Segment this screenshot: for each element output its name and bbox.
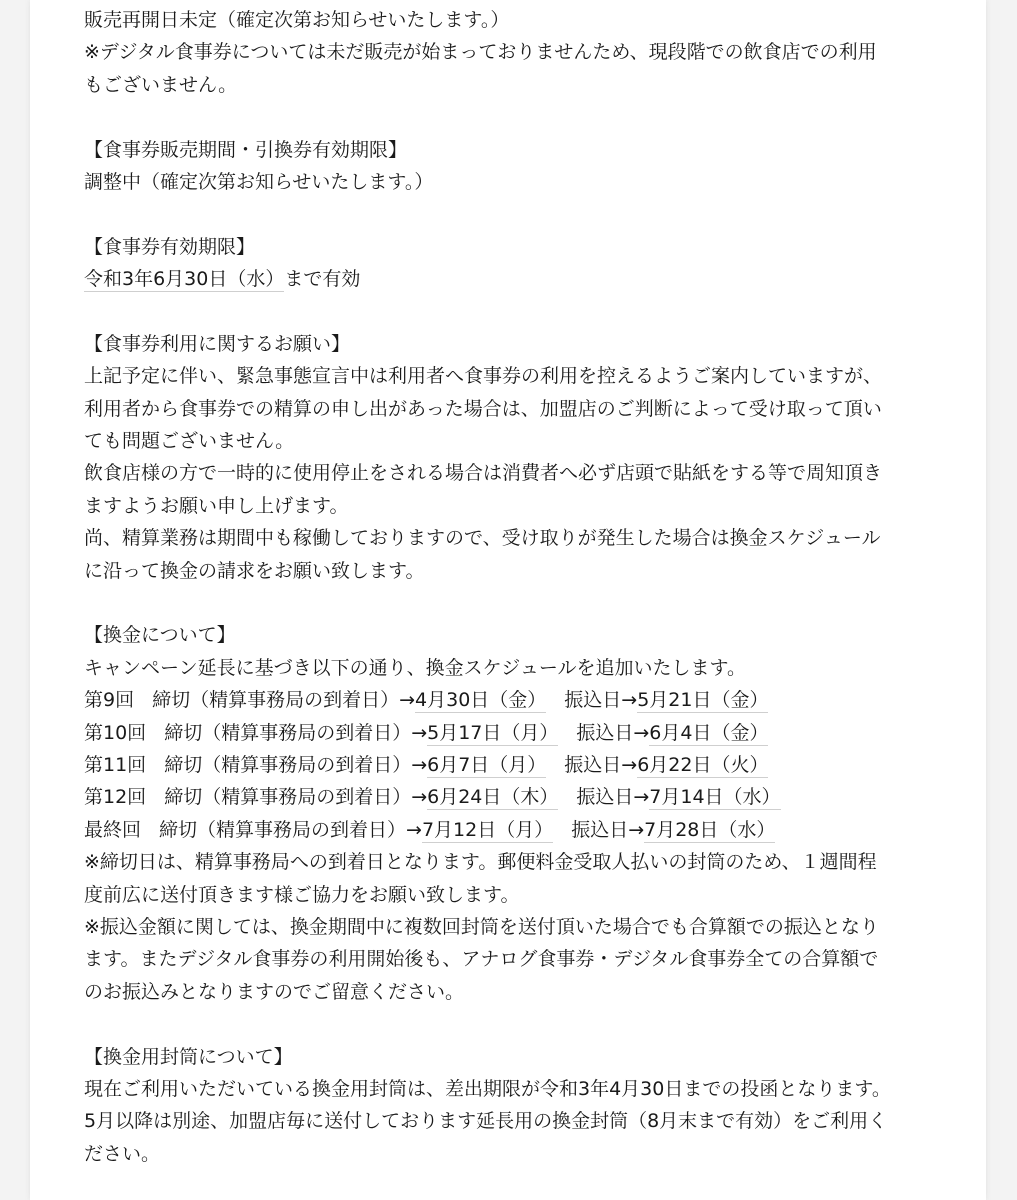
schedule-deadline-label: 締切（精算事務局の到着日）→ [164, 786, 428, 809]
schedule-round: 第12回 [84, 786, 147, 809]
schedule-deadline-label: 締切（精算事務局の到着日）→ [164, 753, 428, 776]
schedule-row [84, 814, 934, 846]
schedule-transfer-date: 6月4日（金） [649, 721, 769, 744]
schedule-transfer-date: 7月28日（水） [644, 818, 776, 841]
schedule-transfer-label: 振込日→ [564, 689, 638, 712]
section-heading-sales-period: 【食事券販売期間・引換券有効期限】 [84, 138, 408, 161]
exchange-note: 度前広に送付頂きます様ご協力をお願い致します。 [84, 883, 520, 906]
validity-date: 令和3年6月30日（水） [84, 268, 285, 291]
schedule-transfer-date: 5月21日（金） [637, 689, 769, 712]
envelope-line: ださい。 [84, 1142, 161, 1165]
exchange-note: ※締切日は、精算事務局への到着日となります。郵便料金受取人払いの封筒のため、１週間程 [84, 851, 877, 874]
schedule-transfer-label: 振込日→ [576, 721, 650, 744]
schedule-round: 最終回 [84, 818, 142, 841]
schedule-transfer-label: 振込日→ [564, 753, 638, 776]
intro-line: もございません。 [84, 73, 238, 96]
section-heading-envelope: 【換金用封筒について】 [84, 1045, 293, 1068]
request-line: に沿って換金の請求をお願い致します。 [84, 559, 425, 582]
spacer [84, 587, 934, 619]
intro-line: ※デジタル食事券については未だ販売が始まっておりませんため、現段階での飲食店での利用 [84, 41, 877, 64]
section-heading-request: 【食事券利用に関するお願い】 [84, 332, 351, 355]
schedule-row [84, 781, 934, 813]
spacer [84, 101, 934, 133]
section-heading-exchange: 【換金について】 [84, 624, 236, 647]
exchange-note: のお振込みとなりますのでご留意ください。 [84, 980, 465, 1003]
schedule-round: 第10回 [84, 721, 147, 744]
envelope-line: 5月以降は別途、加盟店毎に送付しております延長用の換金封筒（8月末まで有効）をご利用く [84, 1110, 888, 1133]
schedule-row [84, 749, 934, 781]
schedule-row [84, 717, 934, 749]
request-line: ても問題ございません。 [84, 430, 295, 453]
schedule-round: 第9回 [84, 689, 135, 712]
request-line: ますようお願い申し上げます。 [84, 494, 349, 517]
schedule-transfer-label: 振込日→ [571, 818, 645, 841]
request-line: 利用者から食事券での精算の申し出があった場合は、加盟店のご判断によって受け取って頂い [84, 397, 882, 420]
intro-line: 販売再開日未定（確定次第お知らせいたします。） [84, 9, 510, 31]
schedule-deadline-label: 締切（精算事務局の到着日）→ [152, 689, 416, 712]
envelope-line: 現在ご利用いただいている換金用封筒は、差出期限が令和3年4月30日までの投函となります。 [84, 1077, 891, 1100]
schedule-transfer-date: 6月22日（火） [637, 753, 769, 776]
exchange-note: ます。またデジタル食事券の利用開始後も、アナログ食事券・デジタル食事券全ての合算額で [84, 948, 879, 971]
document-body [84, 4, 934, 1170]
document-page [30, 0, 986, 1200]
sales-period-text: 調整中（確定次第お知らせいたします。） [84, 170, 434, 193]
request-line: 尚、精算業務は期間中も稼働しておりますので、受け取りが発生した場合は換金スケジュール [84, 527, 881, 550]
schedule-transfer-date: 7月14日（水） [649, 786, 781, 809]
schedule-transfer-label: 振込日→ [576, 786, 650, 809]
spacer [84, 1008, 934, 1040]
request-line: 上記予定に伴い、緊急事態宣言中は利用者へ食事券の利用を控えるようご案内していますが、 [84, 365, 883, 388]
section-heading-validity: 【食事券有効期限】 [84, 235, 256, 258]
spacer [84, 296, 934, 328]
schedule-deadline-label: 締切（精算事務局の到着日）→ [159, 818, 422, 841]
schedule-deadline-date: 7月12日（月） [421, 818, 554, 841]
schedule-deadline-date: 4月30日（金） [415, 689, 547, 712]
schedule-deadline-label: 締切（精算事務局の到着日）→ [164, 721, 428, 744]
schedule-deadline-date: 6月24日（木） [427, 786, 559, 809]
request-line: 飲食店様の方で一時的に使用停止をされる場合は消費者へ必ず店頭で貼紙をする等で周知頂き [84, 462, 883, 485]
schedule-deadline-date: 6月7日（月） [427, 753, 547, 776]
schedule-row [84, 684, 934, 716]
schedule-deadline-date: 5月17日（月） [427, 721, 559, 744]
validity-line [84, 263, 934, 295]
exchange-intro: キャンペーン延長に基づき以下の通り、換金スケジュールを追加いたします。 [84, 656, 746, 679]
schedule-round: 第11回 [84, 753, 147, 776]
spacer [84, 198, 934, 230]
exchange-note: ※振込金額に関しては、換金期間中に複数回封筒を送付頂いた場合でも合算額での振込となり [84, 915, 879, 938]
validity-suffix: まで有効 [284, 268, 361, 291]
